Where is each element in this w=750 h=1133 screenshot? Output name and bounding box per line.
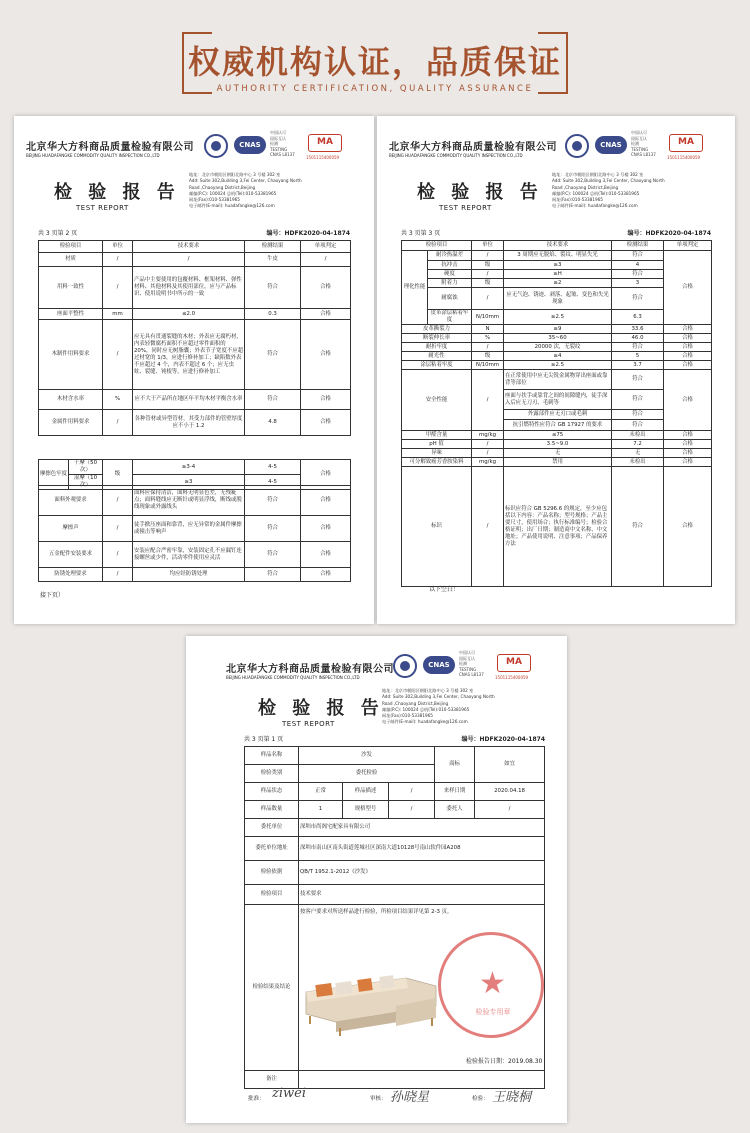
- report-page-3: [377, 116, 735, 624]
- ilac-logo-icon: [393, 654, 417, 678]
- report-number: 编号：HDFK2020-04-1874: [461, 736, 545, 743]
- table-row: 木制件用料要求 / 应无具有贯通裂缝的木材；外表应无腐朽材，内表轻微腐朽面积不应超过零件面积的 20%，同时应无树脂囊；外表节子宽度不应超过材宽的 1/3，应进行修补加工；缺陷数外表不应超过 4 个，内表不超过 6 个；应无虫蛀、裂缝、钝棱等，应进行修补加工 符合 合格: [39, 320, 351, 390]
- continued-note: 接下页）: [40, 592, 65, 599]
- table-row: 检验依据 QB/T 1952.1-2012《沙发》: [245, 861, 545, 885]
- table-row: 标识 / 标识应符合 GB 5296.6 的规定，至少应包括以下内容：产品名称；型号规格；产品主要尺寸，使用场合；执行标准编号；检验合格证明；出厂日期；制造商中文名称、中文地址；产品使用说明、注意事项；产品保养方法 符合 合格: [402, 467, 712, 587]
- table-row: 耐折牢度 / 20000 次，无裂纹 符合 合格: [402, 343, 712, 352]
- cma-code: 1501115400059: [495, 675, 529, 680]
- review-signature: 孙晓星: [390, 1090, 430, 1105]
- cnas-logo: CNAS: [234, 136, 266, 154]
- table-row: 硬度 / ≥H 符合: [402, 270, 712, 279]
- banner-subtitle: AUTHORITY CERTIFICATION, QUALITY ASSURANCE: [216, 84, 534, 94]
- company-name-cn: 北京华大方科商品质量检验有限公司: [26, 142, 194, 153]
- table-row: 检验类别 委托检验: [245, 765, 545, 783]
- company-name-cn: 北京华大方科商品质量检验有限公司: [226, 664, 394, 675]
- ilac-logo-icon: [565, 134, 589, 158]
- table-row: 耐腐蚀 / 应无气泡、锈迹、剥落、起皱、变色和失光现象 符合: [402, 288, 712, 310]
- table-row: 用料一致性 / 产品中主要使用的包覆材料、框架材料、弹性材料、其他材料及其使用部位，应与产品标识、使用说明书中所示的一致 符合 合格: [39, 267, 351, 309]
- cma-logo: MA: [497, 654, 531, 672]
- report-meta: [38, 228, 350, 238]
- table-row: 委托单位 深圳市尚阁宅配家具有限公司: [245, 819, 545, 837]
- report-title: 检 验 报 告: [417, 182, 543, 203]
- cnas-text: 中国认可 国际互认 检测 TESTING CNAS L8137: [459, 650, 484, 677]
- table-row: 样品数量 1 规格型号 / 委托人 /: [245, 801, 545, 819]
- report-page-1: [186, 636, 567, 1123]
- cnas-logo: CNAS: [423, 656, 455, 674]
- table-row: 可分解致癌芳香胺染料 mg/kg 禁用 未检出 合格: [402, 458, 712, 467]
- header-banner: [0, 0, 750, 110]
- star-icon: ★: [479, 966, 506, 1001]
- page-label: 共 3 页第 3 页: [401, 230, 441, 237]
- table-row: 理化性能 耐冷热温差 / 3 周期应无脱焰、裂纹、明显失光 符合 合格: [402, 251, 712, 261]
- report-number: 编号：HDFK2020-04-1874: [627, 230, 711, 237]
- table-row: 耐光性 级 ≥4 5 合格: [402, 352, 712, 361]
- report-title: 检 验 报 告: [54, 182, 180, 203]
- results-table: [38, 240, 351, 436]
- address-block: 地址：北京市朝阳区朝阳北路中心 3 号楼 302 室 Add: Suite 302,Building 3,Fei Center, Chaoyang North Road ,Chaoyang District,Beijing 邮编(P.C): 100024 总机(Tel):010-53381965 网址(Fax):010-53381965 电子邮件(E-mail): huadafangke@126.com: [552, 172, 665, 209]
- report-number: 编号：HDFK2020-04-1874: [266, 230, 350, 237]
- table-row: 甲醛含量 mg/kg ≤75 未检出 合格: [402, 431, 712, 440]
- table-row: 样品名称 沙发 商标 如宜: [245, 747, 545, 765]
- approve-signature: ziwei: [272, 1086, 306, 1101]
- table-row: 抗引燃特性应符合 GB 17927 的要求 符合: [402, 420, 712, 431]
- certification-logos: [204, 128, 364, 176]
- table-row: 样品状态 正常 样品描述 / 来样日期 2020.04.18: [245, 783, 545, 801]
- table-row: 皮革撕裂力 N ≥9 33.6 合格: [402, 325, 712, 334]
- test-signature: 王晓桐: [492, 1090, 532, 1105]
- table-row: 断裂伸长率 % 35~60 46.0 合格: [402, 334, 712, 343]
- table-row: 委托单位地址 深圳市南山区南头街道莲城社区深南大道10128号南山软件园A208: [245, 837, 545, 861]
- table-row: 涂层粘着牢度 N/10mm ≥2.5 3.7 合格: [402, 361, 712, 370]
- approve-label: 批准：: [248, 1096, 265, 1102]
- report-meta: [401, 228, 711, 238]
- table-row: pH 值 / 3.5~9.0 7.2 合格: [402, 440, 712, 449]
- company-name-en: BEIJING HUADAFANGKE COMMODITY QUALITY INSPECTION CO.,LTD: [389, 153, 523, 158]
- page-label: 共 3 页第 2 页: [38, 230, 78, 237]
- report-meta: [244, 734, 545, 744]
- cma-logo: MA: [669, 134, 703, 152]
- table-row: 外露部件应无刃口或毛刺 符合: [402, 410, 712, 420]
- company-name-en: BEIJING HUADAFANGKE COMMODITY QUALITY INSPECTION CO.,LTD: [26, 153, 160, 158]
- table-header-row: 检验项目 单位 技术要求 检测结果 单项判定: [402, 241, 712, 251]
- cnas-text: 中国认可 国际互认 检测 TESTING CNAS L8137: [631, 130, 656, 157]
- results-table: [401, 240, 712, 587]
- test-label: 检验：: [472, 1096, 489, 1102]
- table-row: 金属件用料要求 / 各种管材或异型管材，其受力部件的管壁厚度应不小于 1.2 4.8 合格: [39, 410, 351, 436]
- table-row: 座面平整性 mm ≤2.0 0.3 合格: [39, 309, 351, 320]
- table-row: 附着力 级 ≥2 3: [402, 279, 712, 288]
- results-table-cont: [38, 485, 351, 582]
- inspection-seal: ★ 检验专用章: [438, 932, 544, 1038]
- table-row: 抗冲击 级 ≥3 4: [402, 261, 712, 270]
- table-row: 检验结果及结论 按客户要求对所送样品进行检验，所检项目结果详见第 2-3 页。: [245, 905, 545, 1071]
- cnas-text: 中国认可 国际互认 检测 TESTING CNAS L8137: [270, 130, 295, 157]
- table-row: 异味 / 无 无 合格: [402, 449, 712, 458]
- report-date: 检验报告日期：2019.08.30: [466, 1058, 543, 1065]
- table-row: 五金配件安装要求 / 安装应配合严密牢靠，安装固定孔不应漏钉连接螺丝或少件，活动零件使用应灵活 符合 合格: [39, 542, 351, 568]
- table-row: 皮革涂层粘着牢度 N/10mm ≥2.5 6.3: [402, 310, 712, 325]
- certification-logos: [565, 128, 725, 176]
- table-header-row: 检验项目 单位 技术要求 检测结果 单项判定: [39, 241, 351, 253]
- table-row: 木材含水率 % 应不大于产品所在地区年平均木材平衡含水率 符合 合格: [39, 390, 351, 410]
- report-title-en: TEST REPORT: [439, 204, 492, 212]
- table-row: 材质 / / 牛皮 /: [39, 253, 351, 267]
- report-title-en: TEST REPORT: [76, 204, 129, 212]
- end-note: 以下空白！: [429, 586, 460, 593]
- table-row: 座面与扶手或靠背之间的间隙缝内，徒手深入后应无刀刃、毛刺等 符合: [402, 390, 712, 410]
- address-block: 地址：北京市朝阳区朝阳北路中心 3 号楼 302 室 Add: Suite 302,Building 3,Fei Center, Chaoyang North Road ,Chaoyang District,Beijing 邮编(P.C): 100024 总机(Tel):010-53381965 网址(Fax):010-53381965 电子邮件(E-mail): huadafangke@126.com: [382, 688, 495, 725]
- company-name-en: BEIJING HUADAFANGKE COMMODITY QUALITY INSPECTION CO.,LTD: [226, 675, 360, 680]
- ilac-logo-icon: [204, 134, 228, 158]
- table-row: 备注: [245, 1071, 545, 1089]
- page-label: 共 3 页第 1 页: [244, 736, 284, 743]
- company-name-cn: 北京华大方科商品质量检验有限公司: [389, 142, 557, 153]
- table-row: 摩擦色牢度 干摩（50 次） 级 ≥3-4 4-5 合格: [39, 460, 351, 475]
- report-title-en: TEST REPORT: [282, 720, 335, 728]
- table-row: 湿摩（10 次） ≥3 4-5: [39, 475, 351, 490]
- cma-code: 1501115400059: [306, 155, 340, 160]
- table-row: 摩擦声 / 徒手掀压座面和靠背，应无异常的金属件摩擦或撞击等响声 符合 合格: [39, 516, 351, 542]
- report-page-2: [14, 116, 374, 624]
- sofa-photo: [296, 962, 446, 1038]
- cma-logo: MA: [308, 134, 342, 152]
- review-label: 审核：: [370, 1096, 387, 1102]
- table-row: 安全性能 / 在正常使用中应无尖锐金属物穿出座面或靠背等部位 符合 合格: [402, 370, 712, 390]
- table-row: 面料外观要求 / 面料应保持清洁，面料无明显色差，无残疵点；面料缝线应无断针或明显浮线，断线或脱线现象或外露线头 符合 合格: [39, 486, 351, 516]
- report-title: 检 验 报 告: [258, 698, 384, 719]
- table-row: 检验项目 技术要求: [245, 885, 545, 905]
- cnas-logo: CNAS: [595, 136, 627, 154]
- cma-code: 1501115400059: [667, 155, 701, 160]
- table-row: 防锈处理要求 / 均应经防锈处理 符合 合格: [39, 568, 351, 582]
- address-block: 地址：北京市朝阳区朝阳北路中心 3 号楼 302 室 Add: Suite 302,Building 3,Fei Center, Chaoyang North Road ,Chaoyang District,Beijing 邮编(P.C): 100024 总机(Tel):010-53381965 网址(Fax):010-53381965 电子邮件(E-mail): huadafangke@126.com: [189, 172, 302, 209]
- banner-title: 权威机构认证，品质保证: [187, 43, 562, 81]
